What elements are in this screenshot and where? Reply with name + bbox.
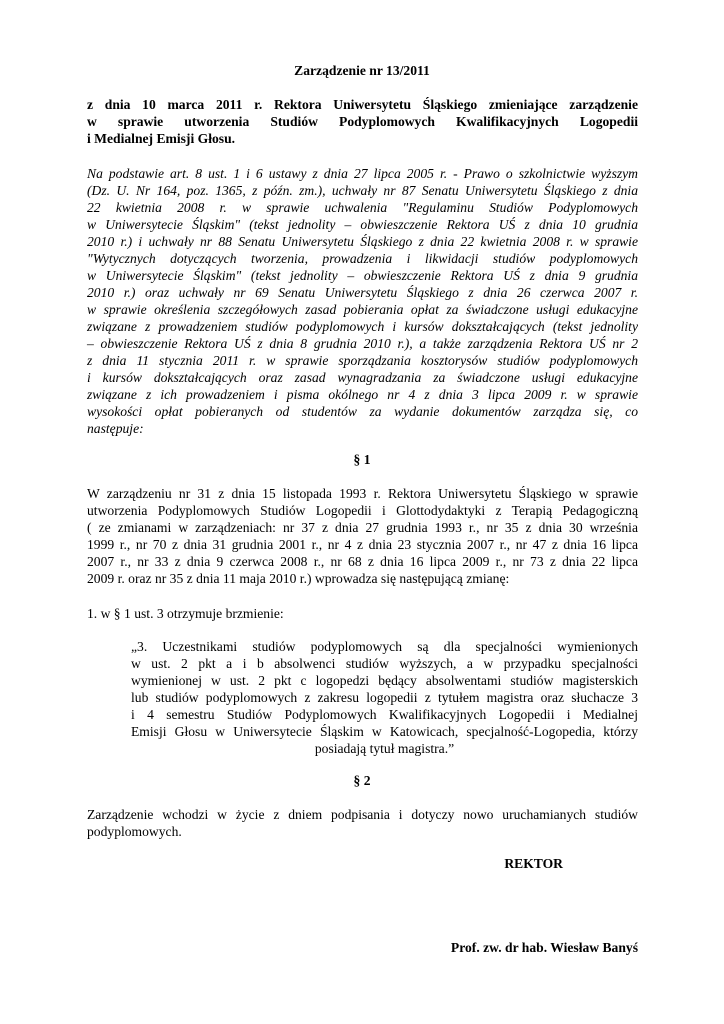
quote-line: w ust. 2 pkt a i b absolwenci studiów wyższych, a w przypadku specjalności (131, 656, 638, 671)
preamble-line: – obwieszczenie Rektora UŚ z dnia 8 grudnia 2010 r.), a także zarządzenia Rektora UŚ nr 2 (87, 336, 638, 351)
section-1-line: W zarządzeniu nr 31 z dnia 15 listopada 1993 r. Rektora Uniwersytetu Śląskiego w sprawie (87, 486, 638, 501)
section-1-heading: § 1 (353, 452, 371, 467)
subtitle-line: z dnia 10 marca 2011 r. Rektora Uniwersytetu Śląskiego zmieniające zarządzenie (87, 97, 638, 112)
preamble-line: następuje: (87, 421, 144, 436)
preamble-line: związane z ich prowadzeniem i pisma okólnego nr 4 z dnia 3 lipca 2009 r. w sprawie (87, 387, 638, 402)
preamble-line: 2010 r.) oraz uchwały nr 69 Senatu Uniwersytetu Śląskiego z dnia 26 czerwca 2007 r. (87, 285, 638, 300)
signature-name: Prof. zw. dr hab. Wiesław Banyś (450, 940, 638, 955)
preamble-line: 2010 r.) i uchwały nr 88 Senatu Uniwersytetu Śląskiego z dnia 22 kwietnia 2008 r. w sprawie (87, 234, 638, 249)
preamble-line: w sprawie określenia szczegółowych zasad pobierania opłat za świadczone usługi edukacyjne (87, 302, 638, 317)
preamble-line: wysokości opłat pobieranych od studentów za wydanie dokumentów zarządza się, co (87, 404, 638, 419)
quote-line: i 4 semestru Studiów Podyplomowych Kwalifikacyjnych Logopedii i Medialnej (131, 707, 638, 722)
quote-line: „3. Uczestnikami studiów podyplomowych są dla specjalności wymienionych (131, 639, 638, 654)
section-1-line: 2007 r., nr 33 z dnia 9 czerwca 2008 r., nr 68 z dnia 16 lipca 2009 r., nr 73 z dnia 22 lipca (87, 554, 638, 569)
preamble-line: i kursów dokształcających oraz zasad wynagradzania za świadczone usługi edukacyjne (87, 370, 638, 385)
quote-line: lub studiów podyplomowych z zakresu logopedii z tytułem magistra oraz słuchacze 3 (131, 690, 638, 705)
signature-role: REKTOR (504, 856, 563, 871)
preamble-line: w Uniwersytecie Śląskim" (tekst jednolity – obwieszczenie Rektora UŚ z dnia 10 grudnia (87, 217, 638, 232)
quote-line: wymienionej w ust. 2 pkt c logopedzi będący absolwentami studiów magisterskich (131, 673, 638, 688)
section-1-line: ( ze zmianami w zarządzeniach: nr 37 z dnia 27 grudnia 1993 r., nr 35 z dnia 30 września (87, 520, 638, 535)
preamble-line: (Dz. U. Nr 164, poz. 1365, z późn. zm.), uchwały nr 87 Senatu Uniwersytetu Śląskiego z dnia (87, 183, 638, 198)
section-1-line: 2009 r. oraz nr 35 z dnia 11 maja 2010 r.) wprowadza się następującą zmianę: (87, 571, 510, 586)
preamble-line: "Wytycznych dotyczących tworzenia, prowadzenia i likwidacji studiów podyplomowych (87, 251, 638, 266)
subtitle-line: w sprawie utworzenia Studiów Podyplomowych Kwalifikacyjnych Logopedii (87, 114, 638, 129)
section-2-line: podyplomowych. (87, 824, 182, 839)
section-1-line: utworzenia Podyplomowych Studiów Logopedii i Glottodydaktyki z Terapią Pedagogiczną (87, 503, 638, 518)
section-2-line: Zarządzenie wchodzi w życie z dniem podpisania i dotyczy nowo uruchamianych studiów (87, 807, 638, 822)
point-1: 1. w § 1 ust. 3 otrzymuje brzmienie: (87, 606, 284, 621)
preamble-line: związane z prowadzeniem studiów podyplomowych i kursów dokształcających (tekst jednolity (87, 319, 638, 334)
preamble-line: w Uniwersytecie Śląskim" (tekst jednolity – obwieszczenie Rektora UŚ z dnia 9 grudnia (87, 268, 638, 283)
section-2-heading: § 2 (353, 773, 371, 788)
quote-line: posiadają tytuł magistra.” (314, 741, 455, 756)
subtitle-line: i Medialnej Emisji Głosu. (87, 131, 236, 146)
document-title: Zarządzenie nr 13/2011 (294, 63, 430, 78)
section-1-line: 1999 r., nr 70 z dnia 31 grudnia 2001 r., nr 4 z dnia 23 stycznia 2007 r., nr 47 z dnia 16 lipca (87, 537, 638, 552)
preamble-line: z dnia 11 stycznia 2011 r. w sprawie sporządzania kosztorysów studiów podyplomowych (87, 353, 638, 368)
preamble-line: 22 kwietnia 2008 r. w sprawie uchwalenia "Regulaminu Studiów Podyplomowych (87, 200, 638, 215)
preamble-line: Na podstawie art. 8 ust. 1 i 6 ustawy z dnia 27 lipca 2005 r. - Prawo o szkolnictwie wyższym (87, 166, 638, 181)
quote-line: Emisji Głosu w Uniwersytecie Śląskim w Katowicach, specjalność-Logopedia, którzy (131, 724, 638, 739)
